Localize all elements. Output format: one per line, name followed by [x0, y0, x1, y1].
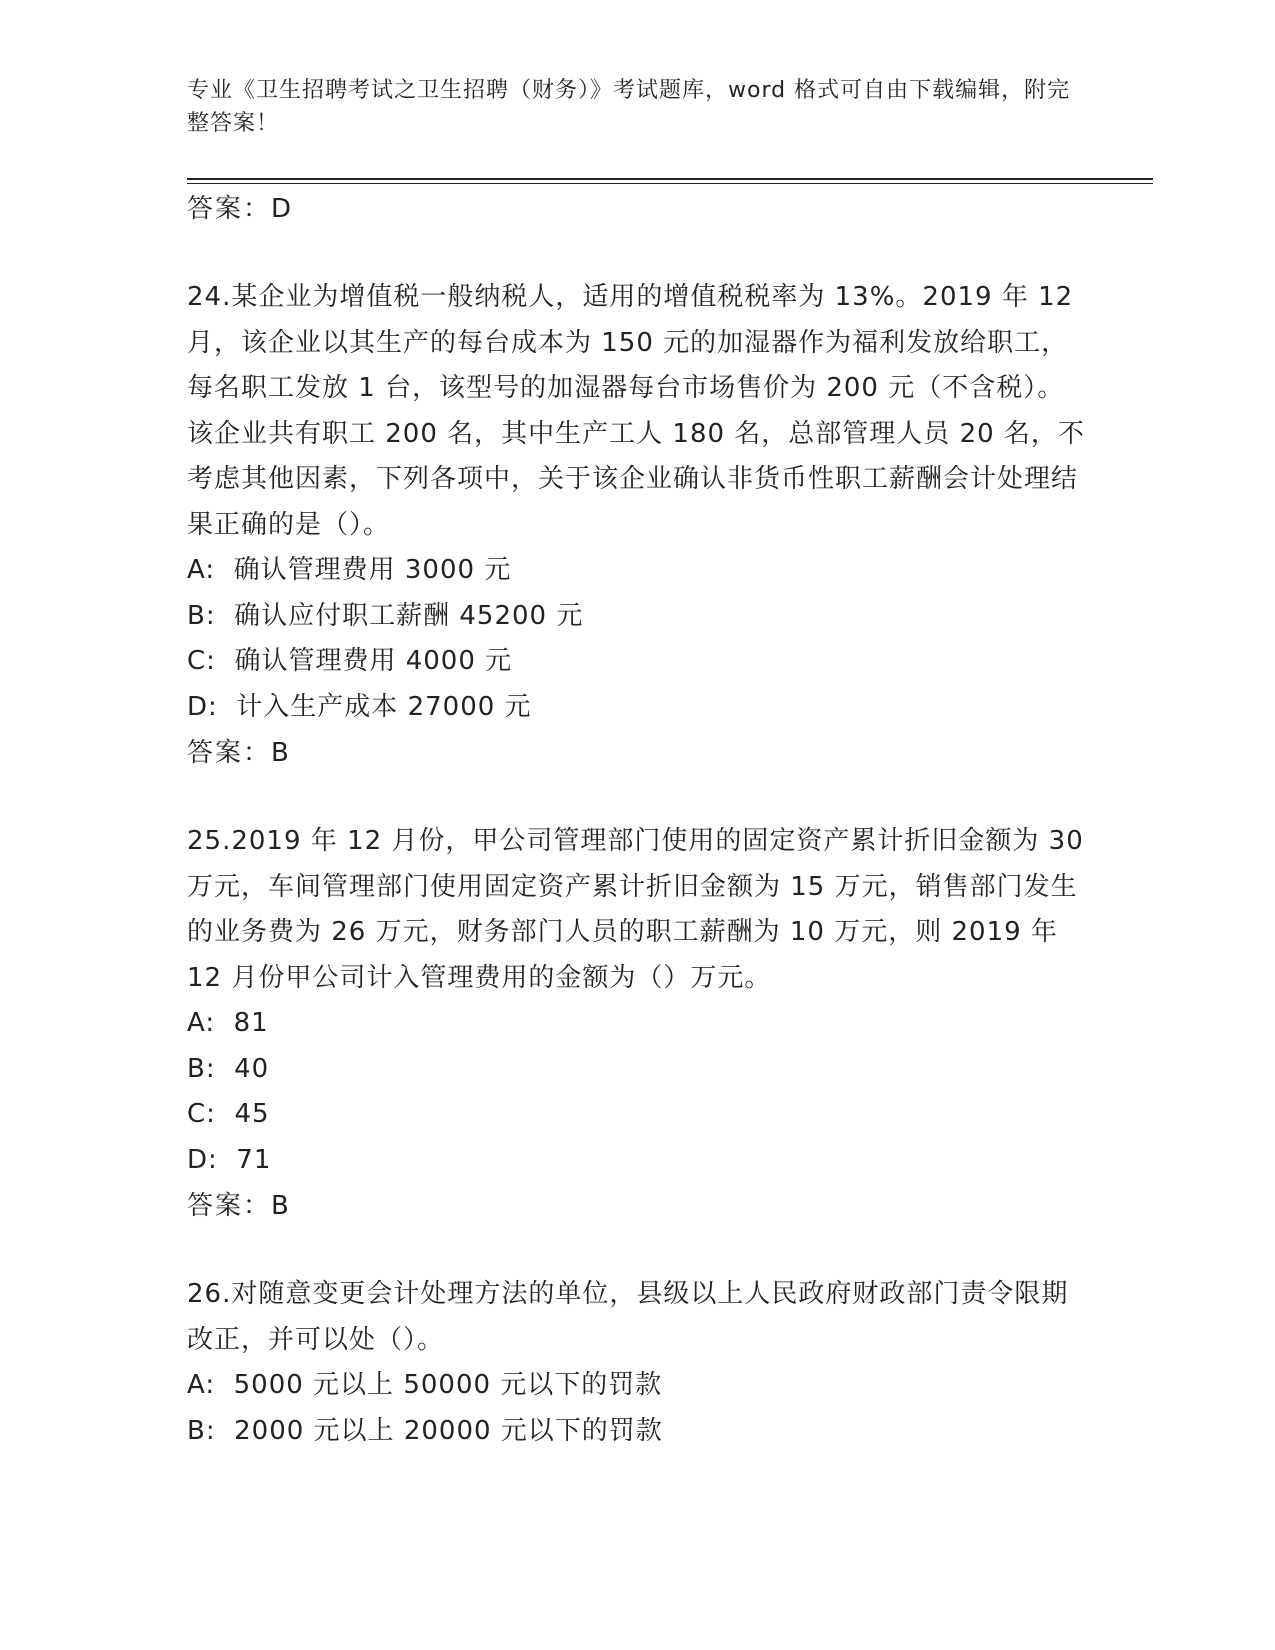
option-d: D: 计入生产成本 27000 元: [187, 691, 532, 722]
option-a: A: 确认管理费用 3000 元: [187, 555, 512, 585]
page-header: 专业《卫生招聘考试之卫生招聘（财务）》考试题库，word 格式可自由下载编辑，附完整答案！: [187, 78, 1071, 136]
header-divider: [187, 178, 1153, 180]
option-a: A: 81: [187, 1008, 269, 1038]
option-c: C: 45: [187, 1099, 270, 1129]
question-text: 26.对随意变更会计处理方法的单位，县级以上人民政府财政部门责令限期改正，并可以处（）。: [187, 1279, 1069, 1355]
question-answer: 答案：B: [187, 738, 291, 768]
question-26: [187, 1272, 1087, 1454]
option-c: C: 确认管理费用 4000 元: [187, 646, 513, 676]
option-b: B: 确认应付职工薪酬 45200 元: [187, 600, 584, 631]
option-a: A: 5000 元以上 50000 元以下的罚款: [187, 1370, 663, 1400]
document-body: [187, 186, 1087, 1454]
question-answer: 答案：B: [187, 1191, 291, 1221]
option-b: B: 40: [187, 1053, 270, 1084]
option-d: D: 71: [187, 1144, 272, 1175]
question-text: 25.2019 年 12 月份，甲公司管理部门使用的固定资产累计折旧金额为 30 万元，车间管理部门使用固定资产累计折旧金额为 15 万元，销售部门发生的业务费为 26 万元，财务部门人员的职工薪酬为 10 万元，则 2019 年 12 月份甲公司计入管理费用的金额为（）万元。: [187, 826, 1084, 993]
question-25: [187, 819, 1087, 1229]
question-text: 24.某企业为增值税一般纳税人，适用的增值税税率为 13%。2019 年 12 月，该企业以其生产的每台成本为 150 元的加湿器作为福利发放给职工，每名职工发放 1 台，该型号的加湿器每台市场售价为 200 元（不含税）。该企业共有职工 200 名，其中生产工人 180 名，总部管理人员 20 名，不考虑其他因素，下列各项中，关于该企业确认非货币性职工薪酬会计处理结果正确的是（）。: [187, 282, 1085, 540]
previous-answer: 答案：D: [187, 194, 294, 224]
option-b: B: 2000 元以上 20000 元以下的罚款: [187, 1415, 663, 1446]
header-divider-thin: [187, 183, 1153, 184]
question-24: [187, 275, 1087, 776]
